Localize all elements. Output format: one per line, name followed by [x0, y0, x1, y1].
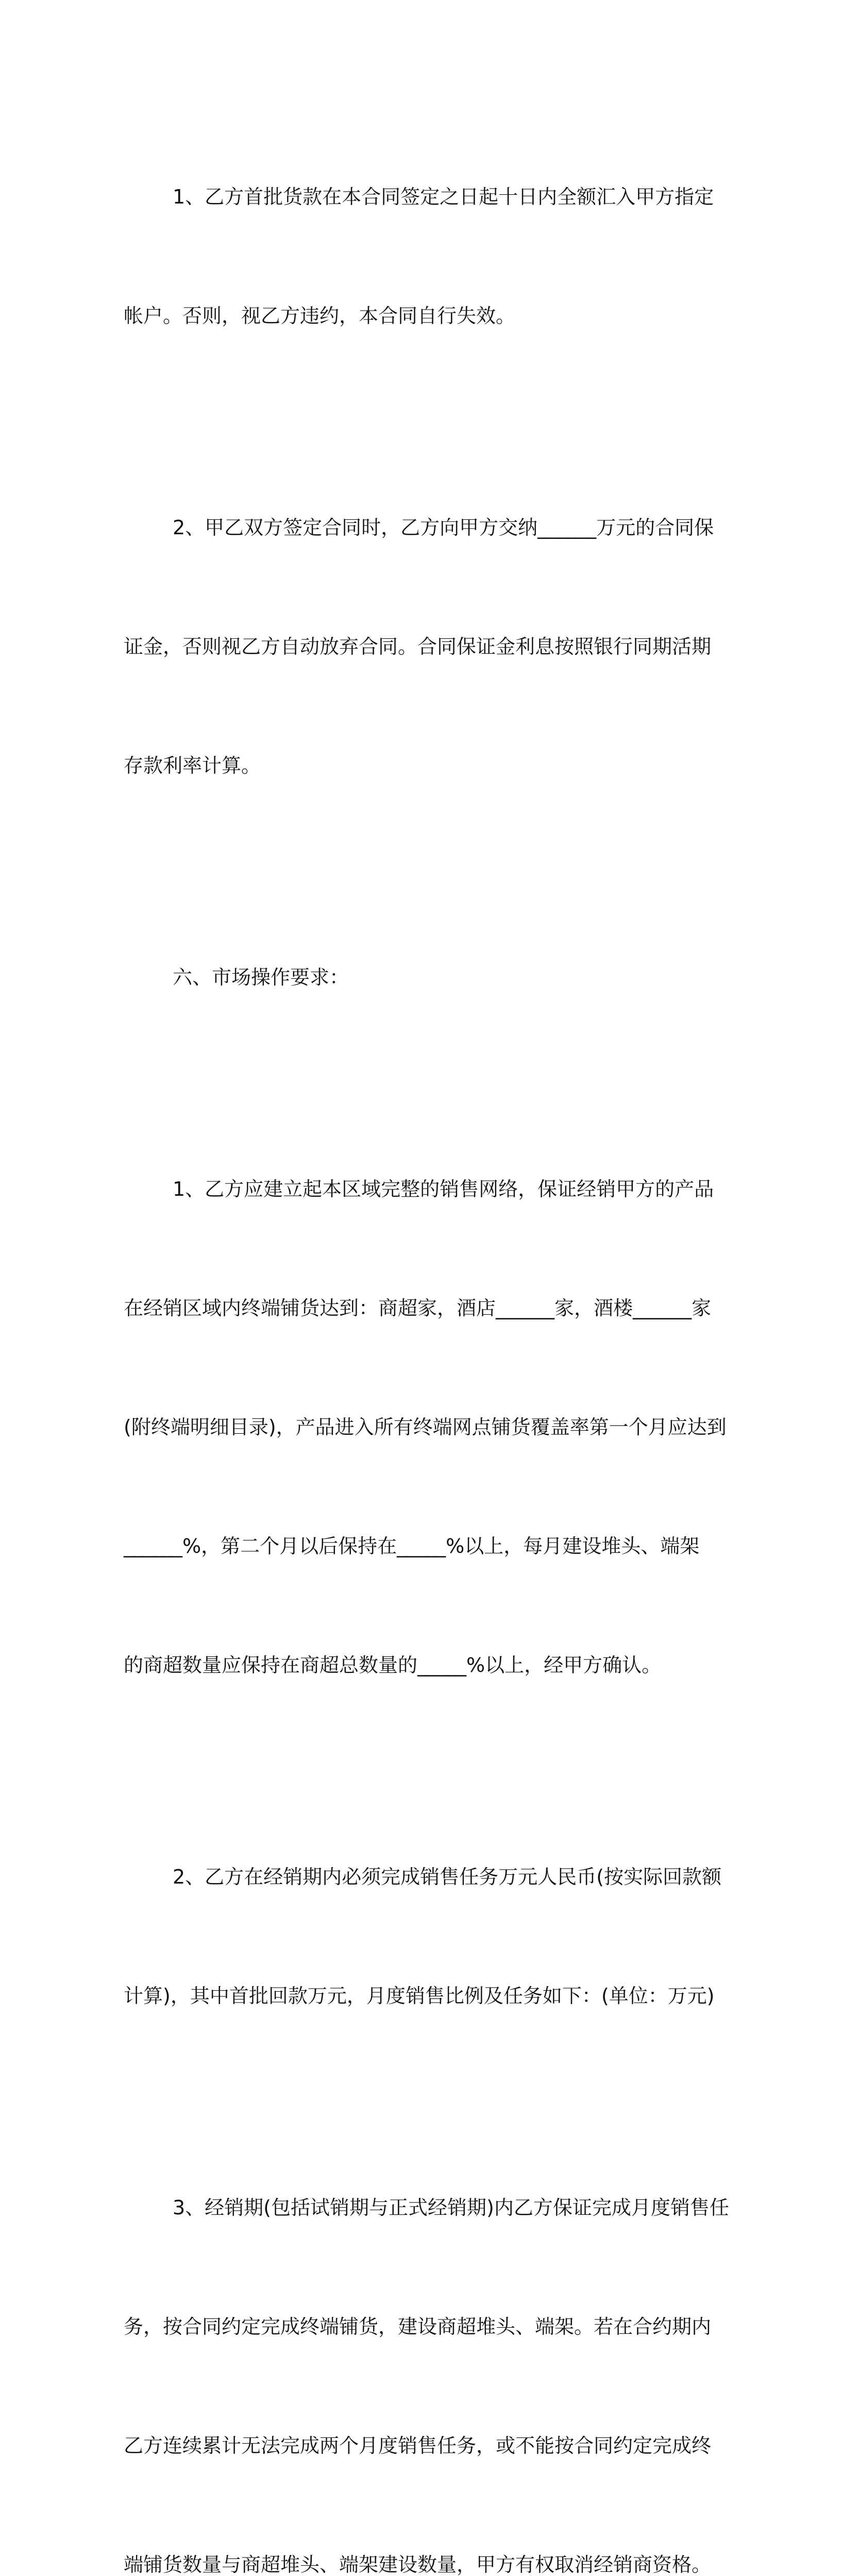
text-line: 务，按合同约定完成终端铺货，建设商超堆头、端架。若在合约期内 [124, 2315, 712, 2338]
text-line: 存款利率计算。 [124, 754, 261, 777]
text-line: 1、乙方首批货款在本合同签定之日起十日内全额汇入甲方指定 [173, 185, 714, 208]
text-line: 计算)，其中首批回款万元，月度销售比例及任务如下：(单位：万元) [124, 1985, 715, 2007]
text-line: 2、乙方在经销期内必须完成销售任务万元人民币(按实际回款额 [173, 1866, 722, 1888]
paragraph-sales-network [124, 1090, 727, 1765]
document-body [124, 98, 729, 2576]
text-line: 在经销区域内终端铺货达到：商超家，酒店______家，酒楼______家 [124, 1297, 712, 1319]
text-line: 帐户。否则，视乙方违约，本合同自行失效。 [124, 304, 516, 327]
text-line: 的商超数量应保持在商超总数量的_____%以上，经甲方确认。 [124, 1654, 662, 1676]
section-heading-market-requirements [124, 878, 716, 1077]
paragraph-deposit [124, 429, 716, 865]
text-line: (附终端明细目录)，产品进入所有终端网点铺货覆盖率第一个月应达到 [124, 1416, 727, 1438]
text-line: ______%，第二个月以后保持在_____%以上，每月建设堆头、端架 [124, 1535, 700, 1557]
text-line: 乙方连续累计无法完成两个月度销售任务，或不能按合同约定完成终 [124, 2434, 712, 2457]
paragraph-monthly-obligation [124, 2109, 729, 2576]
text-line: 1、乙方应建立起本区域完整的销售网络，保证经销甲方的产品 [173, 1178, 714, 1200]
paragraph-sales-target [124, 1778, 722, 2095]
text-line: 证金，否则视乙方自动放弃合同。合同保证金利息按照银行同期活期 [124, 635, 712, 658]
text-line: 2、甲乙双方签定合同时，乙方向甲方交纳______万元的合同保 [173, 516, 714, 539]
text-line: 端铺货数量与商超堆头、端架建设数量，甲方有权取消经销商资格。 [124, 2553, 712, 2576]
paragraph-payment-first-batch [124, 98, 716, 415]
section-heading: 六、市场操作要求： [173, 966, 349, 989]
text-line: 3、经销期(包括试销期与正式经销期)内乙方保证完成月度销售任 [173, 2196, 729, 2219]
